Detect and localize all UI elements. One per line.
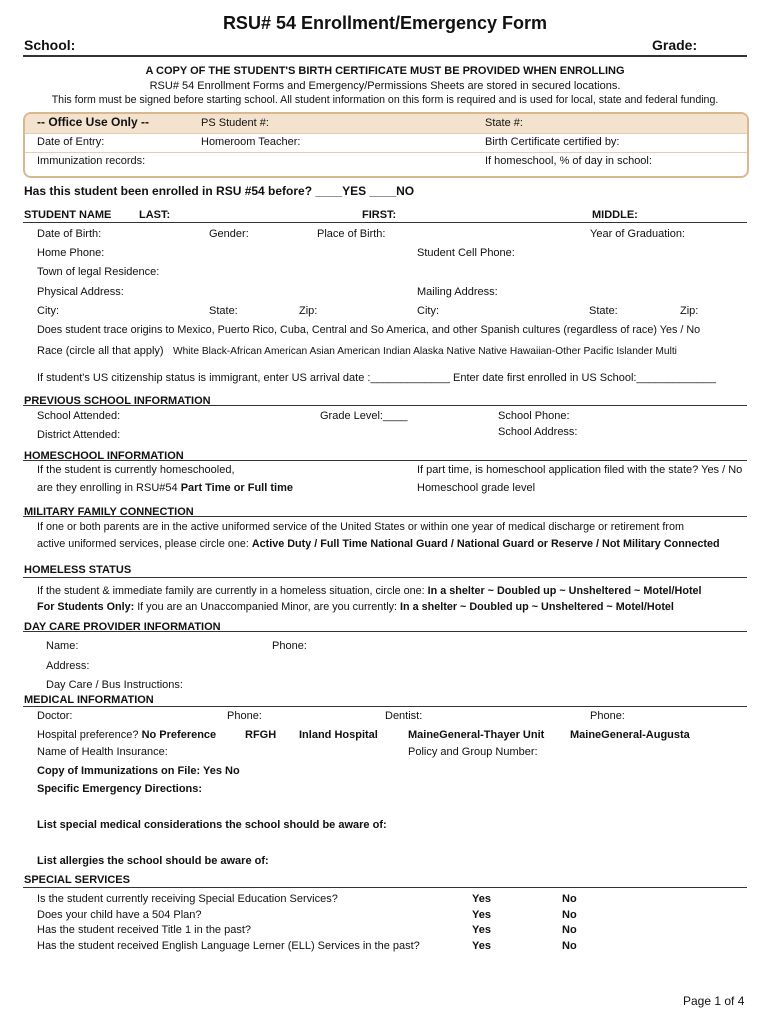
students-only-label: For Students Only: — [37, 601, 135, 613]
mailing-state-field[interactable]: State: — [589, 305, 618, 317]
school-label: School: — [24, 37, 76, 53]
home-phone-field[interactable]: Home Phone: — [37, 247, 105, 259]
page-number: Page 1 of 4 — [683, 994, 745, 1008]
section-rule — [23, 631, 747, 632]
plan-504-yes-option[interactable]: Yes — [472, 909, 491, 921]
birth-certificate-notice: A COPY OF THE STUDENT'S BIRTH CERTIFICATE MUST BE PROVIDED WHEN ENROLLING — [145, 65, 625, 77]
grade-label: Grade: — [652, 37, 698, 53]
ell-yes-option[interactable]: Yes — [472, 940, 491, 952]
previous-school-heading: PREVIOUS SCHOOL INFORMATION — [24, 395, 211, 407]
last-name-field[interactable]: LAST: — [139, 209, 171, 221]
school-phone-field[interactable]: School Phone: — [498, 410, 570, 422]
daycare-instructions-field[interactable]: Day Care / Bus Instructions: — [46, 679, 183, 691]
homeschool-percent-field[interactable]: If homeschool, % of day in school: — [485, 155, 652, 167]
ell-no-option[interactable]: No — [562, 940, 577, 952]
hospital-option-inland[interactable]: Inland Hospital — [299, 729, 378, 741]
year-of-graduation-field[interactable]: Year of Graduation: — [590, 228, 685, 240]
homeschool-enrollment-question[interactable] — [37, 482, 293, 495]
part-full-time-options[interactable]: Part Time or Full time — [180, 482, 293, 494]
section-rule — [23, 706, 747, 707]
hospital-option-rfgh[interactable]: RFGH — [245, 729, 277, 741]
office-use-box — [23, 112, 749, 178]
physical-zip-field[interactable]: Zip: — [299, 305, 318, 317]
special-ed-yes-option[interactable]: Yes — [472, 893, 491, 905]
doctor-field[interactable]: Doctor: — [37, 710, 73, 722]
medical-heading: MEDICAL INFORMATION — [24, 694, 154, 706]
school-address-field[interactable]: School Address: — [498, 426, 578, 438]
physical-address-field[interactable]: Physical Address: — [37, 286, 124, 298]
town-of-residence-field[interactable]: Town of legal Residence: — [37, 266, 160, 278]
hospital-option-thayer[interactable]: MaineGeneral-Thayer Unit — [408, 729, 545, 741]
hospital-preference-label — [37, 729, 216, 742]
military-status-options[interactable]: Active Duty / Full Time National Guard / National Guard or Reserve / Not Military Connected — [251, 538, 720, 550]
special-services-heading: SPECIAL SERVICES — [24, 874, 130, 886]
homeless-family-question[interactable] — [37, 585, 702, 598]
storage-notice: RSU# 54 Enrollment Forms and Emergency/Permissions Sheets are stored in secured locations. — [149, 80, 621, 92]
section-rule — [23, 405, 747, 406]
header-rule — [23, 55, 747, 57]
title-1-yes-option[interactable]: Yes — [472, 924, 491, 936]
daycare-address-field[interactable]: Address: — [46, 660, 90, 672]
mailing-address-field[interactable]: Mailing Address: — [417, 286, 498, 298]
birth-certificate-field[interactable]: Birth Certificate certified by: — [485, 136, 620, 148]
student-cell-phone-field[interactable]: Student Cell Phone: — [417, 247, 515, 259]
office-divider — [25, 133, 747, 134]
doctor-phone-field[interactable]: Phone: — [227, 710, 262, 722]
signature-notice: This form must be signed before starting school. All student information on this form is required and is used for local, state and federal funding. — [51, 94, 719, 106]
mailing-zip-field[interactable]: Zip: — [680, 305, 699, 317]
district-attended-field[interactable]: District Attended: — [37, 429, 121, 441]
first-name-field[interactable]: FIRST: — [362, 209, 397, 221]
section-rule — [23, 577, 747, 578]
allergies-field[interactable]: List allergies the school should be aware of: — [37, 855, 269, 867]
page-title: RSU# 54 Enrollment/Emergency Form — [222, 13, 548, 33]
daycare-heading: DAY CARE PROVIDER INFORMATION — [24, 621, 221, 633]
race-options[interactable]: White Black-African American Asian American Indian Alaska Native Native Hawaiian-Other Pacific Islander Multi — [173, 346, 677, 357]
military-heading: MILITARY FAMILY CONNECTION — [24, 506, 194, 518]
immunization-records-field[interactable]: Immunization records: — [37, 155, 146, 167]
gender-field[interactable]: Gender: — [209, 228, 249, 240]
section-rule — [23, 460, 747, 461]
homeless-heading: HOMELESS STATUS — [24, 564, 132, 576]
student-name-label: STUDENT NAME — [24, 209, 112, 221]
date-of-birth-field[interactable]: Date of Birth: — [37, 228, 102, 240]
unaccompanied-minor-options[interactable]: In a shelter ~ Doubled up ~ Unsheltered ~ Motel/Hotel — [400, 601, 674, 613]
mailing-city-field[interactable]: City: — [417, 305, 439, 317]
place-of-birth-field[interactable]: Place of Birth: — [317, 228, 386, 240]
physical-city-field[interactable]: City: — [37, 305, 59, 317]
homeschool-line2-text: are they enrolling in RSU#54 — [37, 482, 178, 494]
dentist-phone-field[interactable]: Phone: — [590, 710, 625, 722]
dentist-field[interactable]: Dentist: — [385, 710, 423, 722]
hispanic-origin-question[interactable]: Does student trace origins to Mexico, Puerto Rico, Cuba, Central and So America, and other Spanish cultures (regardless of race) Yes / No — [37, 324, 701, 336]
medical-considerations-field[interactable]: List special medical considerations the school should be aware of: — [37, 819, 387, 831]
daycare-name-field[interactable]: Name: — [46, 640, 79, 652]
enrolled-before-question[interactable]: Has this student been enrolled in RSU #54 before? ____YES ____NO — [24, 184, 415, 198]
homeless-family-options[interactable]: In a shelter ~ Doubled up ~ Unsheltered ~ Motel/Hotel — [427, 585, 702, 597]
daycare-phone-field[interactable]: Phone: — [272, 640, 307, 652]
homeschool-grade-level-field[interactable]: Homeschool grade level — [417, 482, 536, 494]
date-of-entry-field[interactable]: Date of Entry: — [37, 136, 105, 148]
homeschool-line1: If the student is currently homeschooled, — [37, 464, 235, 476]
special-services-question: Does your child have a 504 Plan? — [37, 909, 202, 921]
title-1-no-option[interactable]: No — [562, 924, 577, 936]
special-services-question: Has the student received Title 1 in the past? — [37, 924, 252, 936]
homeschool-heading: HOMESCHOOL INFORMATION — [24, 450, 184, 462]
policy-group-field[interactable]: Policy and Group Number: — [408, 746, 538, 758]
state-number-field[interactable]: State #: — [485, 117, 523, 129]
plan-504-no-option[interactable]: No — [562, 909, 577, 921]
office-use-heading: -- Office Use Only -- — [37, 115, 150, 129]
military-line1: If one or both parents are in the active uniformed service of the United States or within one year of medical discharge or retirement from — [37, 521, 684, 533]
special-ed-no-option[interactable]: No — [562, 893, 577, 905]
health-insurance-field[interactable]: Name of Health Insurance: — [37, 746, 168, 758]
race-label: Race (circle all that apply) — [37, 345, 164, 357]
unaccompanied-minor-text: If you are an Unaccompanied Minor, are you currently: — [137, 601, 398, 613]
military-line2-text: active uniformed services, please circle one: — [37, 538, 249, 550]
military-status-question[interactable] — [37, 538, 720, 551]
unaccompanied-minor-question[interactable] — [37, 601, 674, 614]
homeless-line1-text: If the student & immediate family are currently in a homeless situation, circle one: — [37, 585, 425, 597]
office-divider — [25, 152, 747, 153]
hospital-option-no-preference[interactable]: No Preference — [141, 729, 217, 741]
section-rule — [23, 887, 747, 888]
section-rule — [23, 516, 747, 517]
immunizations-on-file-question[interactable]: Copy of Immunizations on File: Yes No — [37, 765, 240, 777]
special-services-question: Is the student currently receiving Special Education Services? — [37, 893, 338, 905]
physical-state-field[interactable]: State: — [209, 305, 238, 317]
hospital-option-augusta[interactable]: MaineGeneral-Augusta — [570, 729, 690, 741]
emergency-directions-field[interactable]: Specific Emergency Directions: — [37, 783, 203, 795]
ps-student-field[interactable]: PS Student #: — [201, 117, 269, 129]
citizenship-arrival-field[interactable]: If student's US citizenship status is immigrant, enter US arrival date :_____________ Enter date first enrolled in US School:_____________ — [37, 372, 716, 384]
homeroom-teacher-field[interactable]: Homeroom Teacher: — [201, 136, 301, 148]
hospital-preference-text: Hospital preference? — [37, 729, 139, 741]
student-name-rule — [23, 222, 747, 223]
homeschool-application-question[interactable]: If part time, is homeschool application filed with the state? Yes / No — [417, 464, 743, 476]
grade-level-field[interactable]: Grade Level:____ — [320, 410, 408, 422]
special-services-question: Has the student received English Language Lerner (ELL) Services in the past? — [37, 940, 420, 952]
school-attended-field[interactable]: School Attended: — [37, 410, 121, 422]
middle-name-field[interactable]: MIDDLE: — [592, 209, 638, 221]
